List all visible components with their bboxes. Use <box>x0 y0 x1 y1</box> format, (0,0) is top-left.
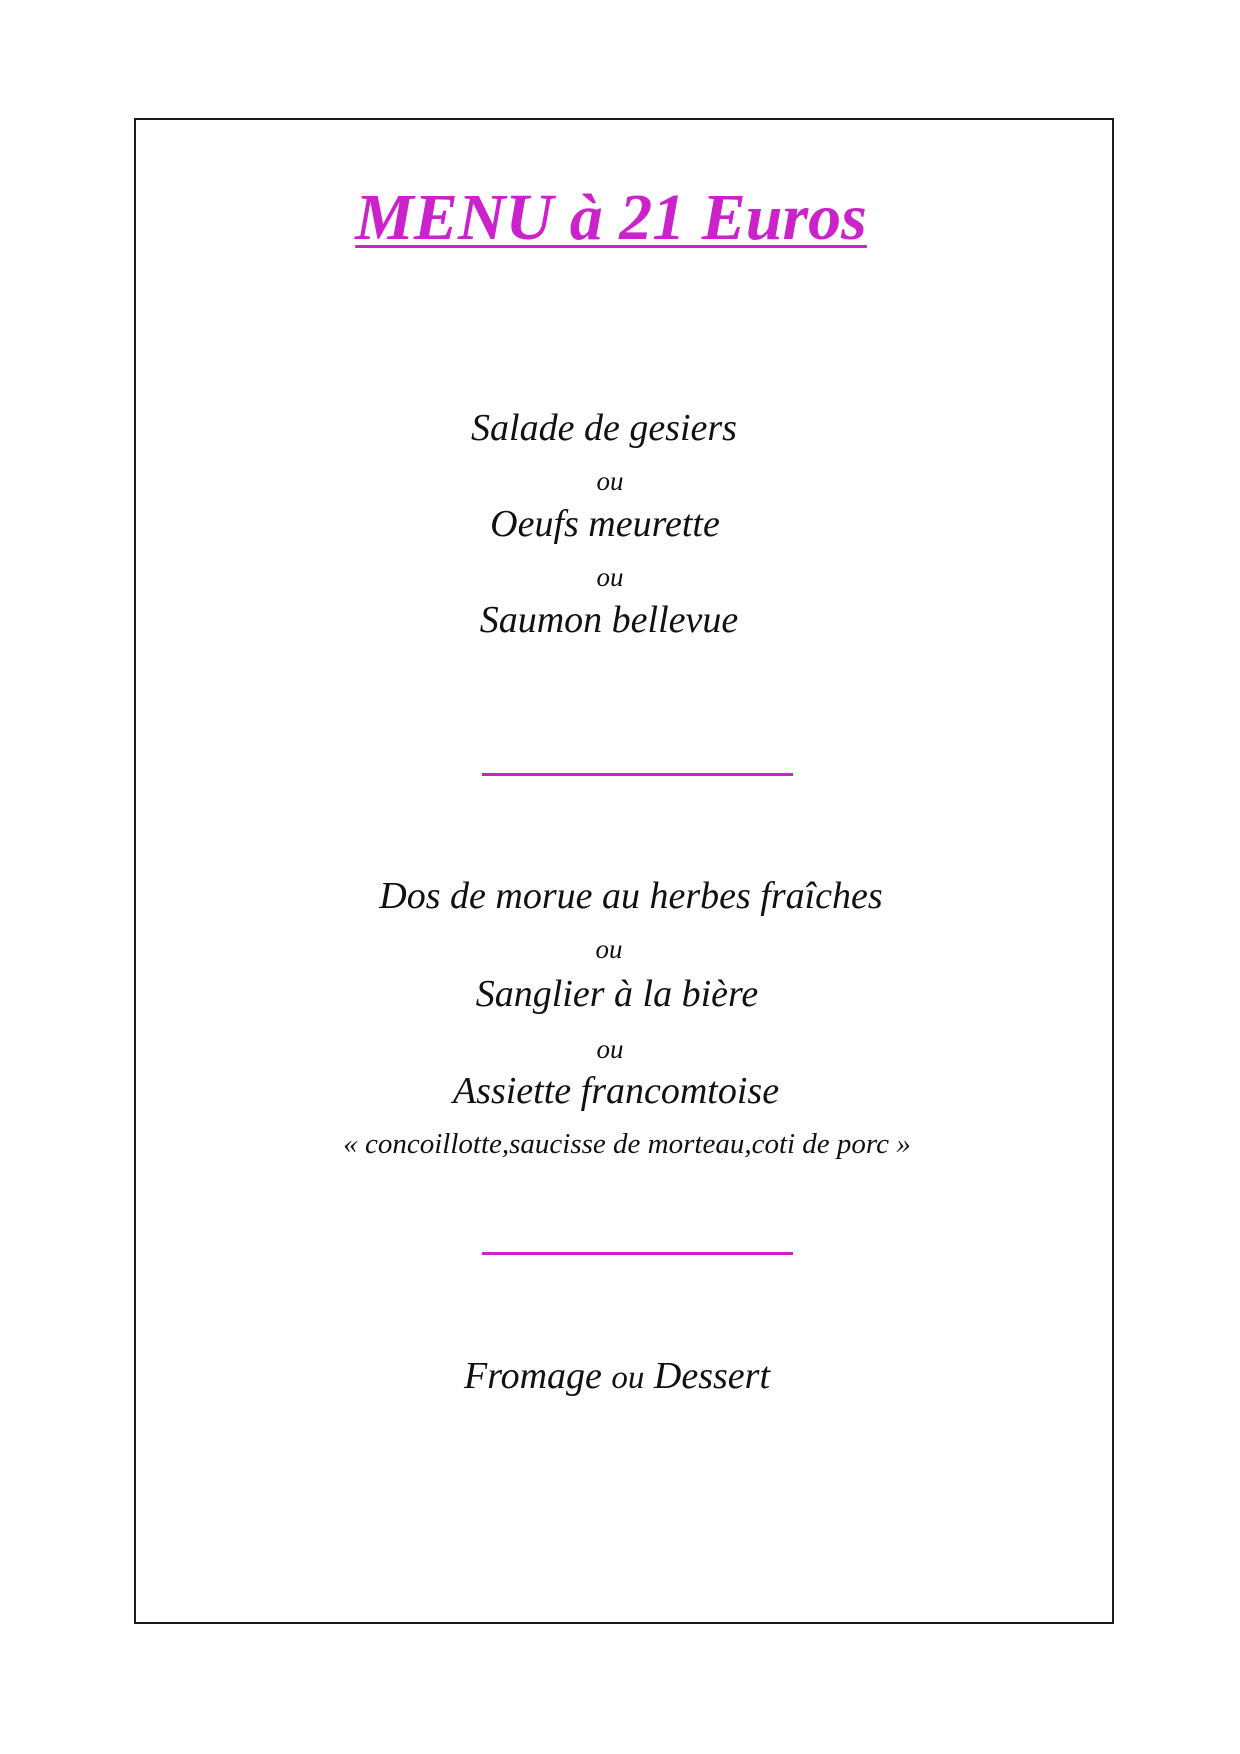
main-sanglier: Sanglier à la bière <box>475 973 759 1015</box>
section-separator <box>482 1252 793 1255</box>
main-morue: Dos de morue au herbes fraîches <box>379 875 883 917</box>
dessert-label: Dessert <box>653 1355 771 1397</box>
main-or-1: ou <box>595 934 623 964</box>
main-assiette-detail: « concoillotte,saucisse de morteau,coti de porc » <box>343 1128 911 1160</box>
starter-or-1: ou <box>596 466 624 496</box>
starter-saumon: Saumon bellevue <box>479 599 739 641</box>
menu-border <box>134 118 1114 1624</box>
main-assiette: Assiette francomtoise <box>452 1070 780 1112</box>
menu-title: MENU à 21 Euros <box>355 181 867 254</box>
main-or-2: ou <box>596 1034 624 1064</box>
section-separator <box>482 773 793 776</box>
starter-salade: Salade de gesiers <box>471 407 737 449</box>
cheese-or-dessert <box>464 1354 770 1398</box>
starter-or-2: ou <box>596 562 624 592</box>
cheese-label: Fromage <box>463 1355 602 1397</box>
cheese-dessert-or: ou <box>611 1360 645 1396</box>
starter-oeufs: Oeufs meurette <box>490 503 720 545</box>
